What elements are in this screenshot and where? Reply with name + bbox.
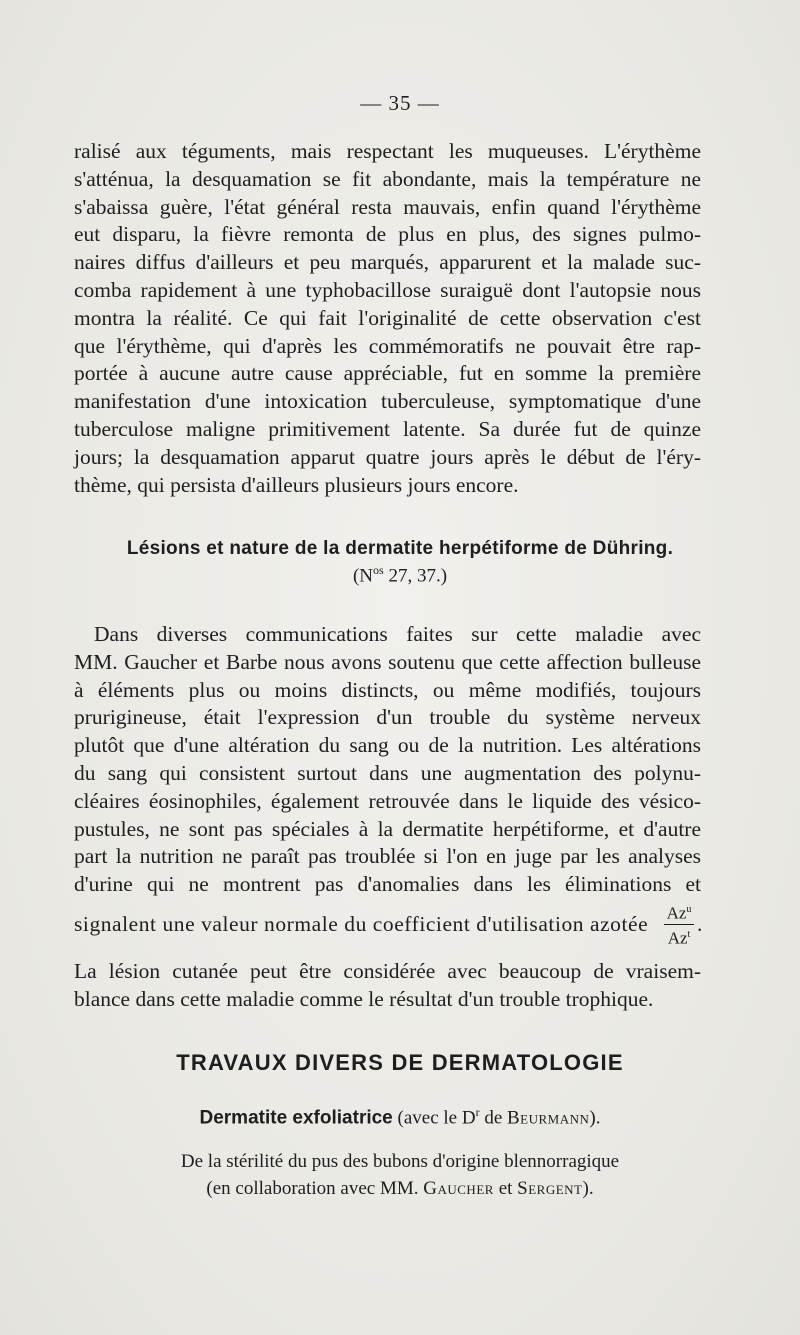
collab-superscript: r bbox=[475, 1105, 480, 1119]
refs-numbers: 27, 37.) bbox=[383, 565, 448, 587]
fraction-end-period: . bbox=[697, 912, 703, 936]
section-title-duhring: Lésions et nature de la dermatite herpétiforme de Dühring. bbox=[126, 538, 674, 559]
text-line: du sang qui consistent surtout dans une augmentation des polynu- bbox=[74, 760, 701, 785]
heading-travaux-divers: TRAVAUX DIVERS DE DERMATOLOGIE bbox=[176, 1050, 624, 1075]
text-line: plutôt que d'une altération du sang ou de la nutrition. Les altérations bbox=[74, 733, 701, 758]
text-line: que l'érythème, qui d'après les commémoratifs ne pouvait être rap- bbox=[74, 333, 701, 358]
collab-prefix: (en collaboration avec MM. bbox=[206, 1178, 424, 1199]
paragraph-trophic bbox=[74, 958, 701, 1014]
text-line: ralisé aux téguments, mais respectant les muqueuses. L'érythème bbox=[74, 139, 701, 163]
author-beurmann: Beurmann bbox=[507, 1107, 590, 1129]
denominator-superscript: t bbox=[687, 928, 691, 940]
text-line: naires diffus d'ailleurs et peu marqués, apparurent et la malade suc- bbox=[74, 250, 701, 275]
text-line: montra la réalité. Ce qui fait l'originalité de cette observation c'est bbox=[74, 305, 701, 330]
author-sergent: Sergent bbox=[517, 1178, 583, 1199]
text-line: blance dans cette maladie comme le résultat d'un trouble trophique. bbox=[74, 986, 654, 1011]
collab-end: ). bbox=[589, 1107, 601, 1129]
text-line: d'urine qui ne montrent pas d'anomalies dans les éliminations et bbox=[74, 872, 701, 897]
refs-prefix: (N bbox=[352, 565, 374, 587]
azote-coefficient-line bbox=[74, 900, 701, 956]
text-line: pustules, ne sont pas spéciales à la dermatite herpétiforme, et d'autre bbox=[74, 816, 701, 841]
work-title-text: Dermatite exfoliatrice bbox=[199, 1107, 393, 1129]
page-number: — 35 — bbox=[360, 91, 440, 115]
collab-end: ). bbox=[582, 1178, 594, 1199]
text-line: part la nutrition ne paraît pas troublée si l'on en juge par les analyses bbox=[74, 844, 701, 869]
collab-mid: de bbox=[479, 1107, 507, 1129]
text-line: tuberculose maligne primitivement latente. Sa durée fut de quinze bbox=[74, 416, 701, 441]
fraction-denominator bbox=[664, 925, 694, 949]
azote-fraction bbox=[664, 900, 694, 948]
text-line: cléaires éosinophiles, également retrouvée dans le liquide des vésico- bbox=[74, 788, 701, 813]
text-line: eut disparu, la fièvre remonta de plus en plus, des signes pulmo- bbox=[74, 222, 701, 247]
paragraph-tuberculosis-case bbox=[74, 138, 701, 499]
text-line: La lésion cutanée peut être considérée avec beaucoup de vraisem- bbox=[74, 959, 701, 983]
denominator-text: Az bbox=[667, 928, 688, 948]
text-line: signalent une valeur normale du coefficient d'utilisation azotée bbox=[74, 912, 649, 936]
text-line: à éléments plus ou moins distincts, ou même modifiés, toujours bbox=[74, 677, 701, 702]
collab-and: et bbox=[493, 1178, 518, 1199]
text-line: MM. Gaucher et Barbe nous avons soutenu que cette affection bulleuse bbox=[74, 649, 701, 674]
text-line: Dans diverses communications faites sur cette maladie avec bbox=[94, 622, 701, 646]
refs-superscript: os bbox=[373, 563, 384, 577]
text-line: s'abaissa guère, l'état général resta mauvais, enfin quand l'érythème bbox=[74, 194, 701, 219]
text-line: s'atténua, la desquamation se fit abondante, mais la température ne bbox=[74, 166, 701, 191]
text-line: manifestation d'une intoxication tuberculeuse, symptomatique d'une bbox=[74, 389, 701, 414]
collab-prefix: (avec le D bbox=[397, 1107, 476, 1129]
work-exfoliative-dermatitis bbox=[0, 1105, 800, 1129]
work-bubon-collaboration bbox=[0, 1178, 800, 1200]
fraction-numerator bbox=[664, 900, 694, 925]
work-bubon-sterility: De la stérilité du pus des bubons d'origine blennorragique bbox=[180, 1151, 620, 1172]
text-line: prurigineuse, était l'expression d'un trouble du système nerveux bbox=[74, 705, 701, 730]
section-references bbox=[0, 563, 800, 587]
paragraph-dermatitis bbox=[74, 621, 701, 899]
numerator-text: Az bbox=[666, 903, 687, 923]
text-line: jours; la desquamation apparut quatre jours après le début de l'éry- bbox=[74, 444, 701, 469]
text-line: comba rapidement à une typhobacillose suraiguë dont l'autopsie nous bbox=[74, 277, 701, 302]
author-gaucher: Gaucher bbox=[423, 1178, 494, 1199]
text-line: thème, qui persista d'ailleurs plusieurs jours encore. bbox=[74, 472, 519, 497]
text-line: portée à aucune autre cause appréciable, fut en somme la première bbox=[74, 361, 701, 386]
numerator-superscript: u bbox=[686, 904, 692, 915]
